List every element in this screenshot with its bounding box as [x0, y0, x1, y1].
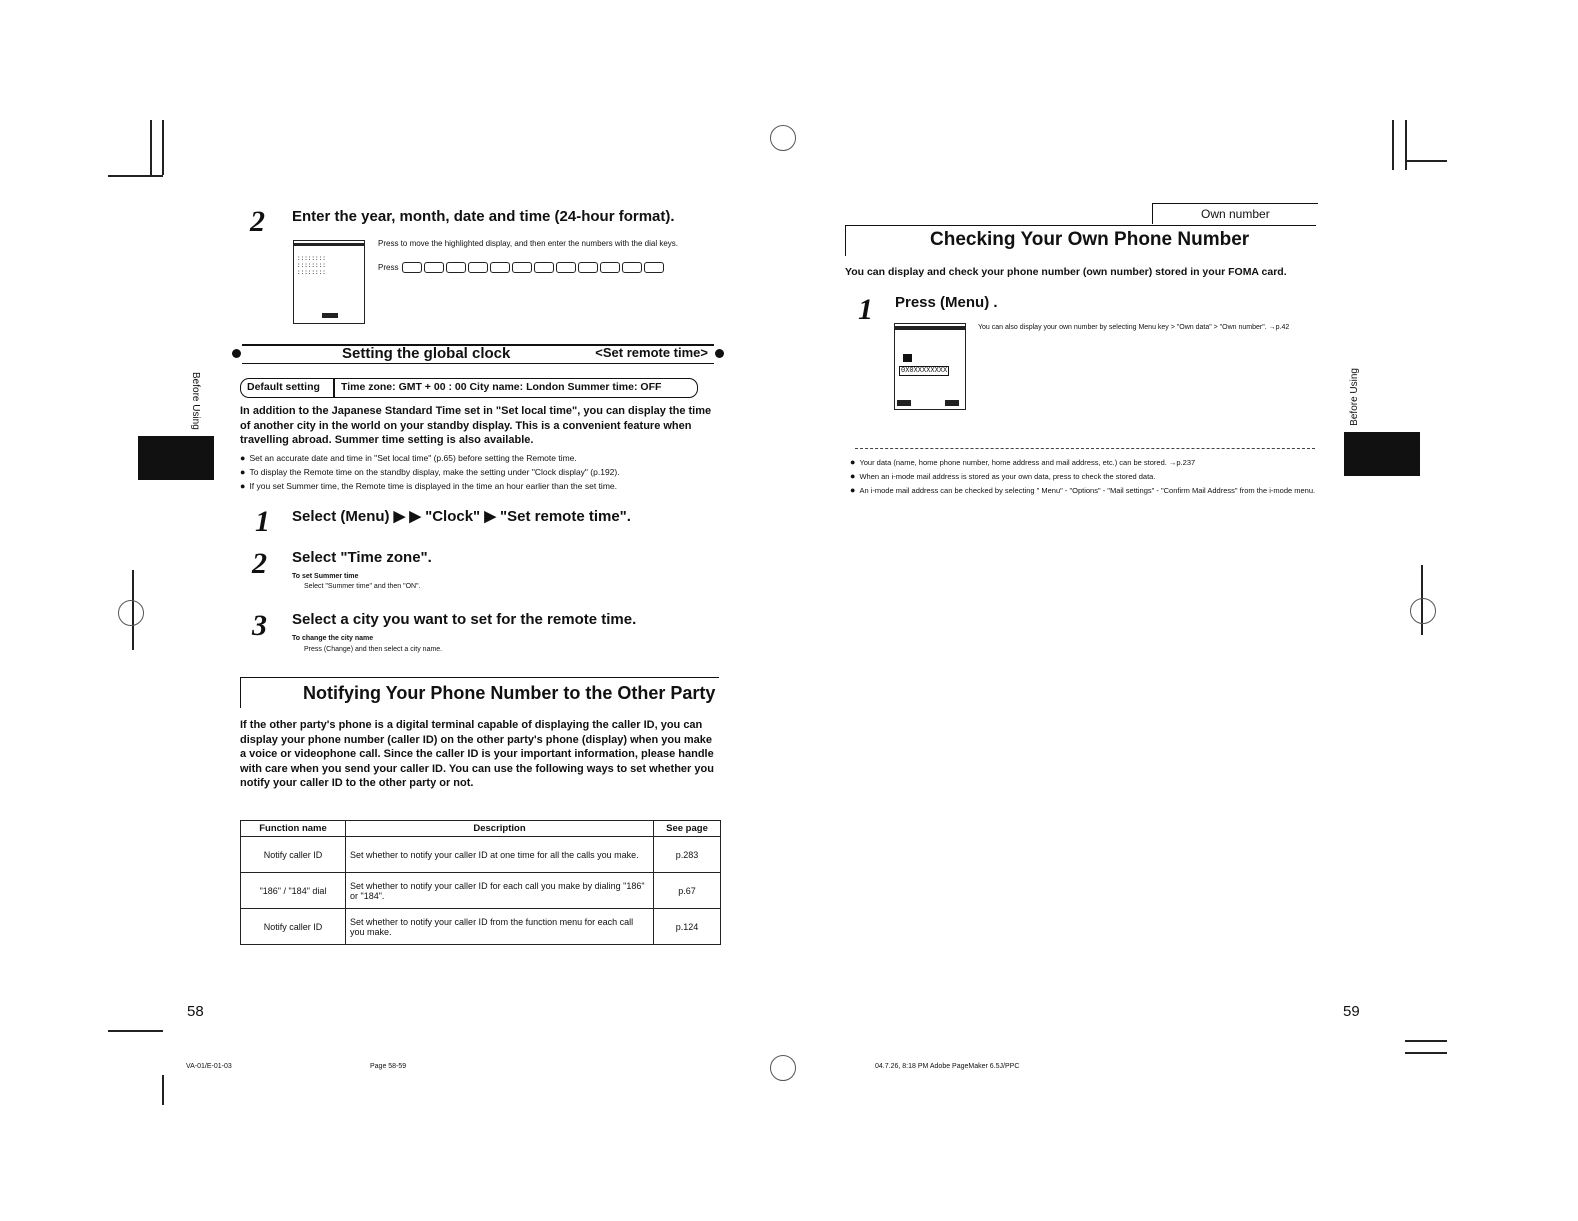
step-sub-title: To change the city name: [292, 635, 374, 642]
step-number: 1: [255, 505, 270, 538]
table-cell: Set whether to notify your caller ID from the function menu for each call you make.: [346, 909, 654, 945]
key-icon: [578, 262, 598, 273]
right-title: Checking Your Own Phone Number: [930, 229, 1250, 250]
key-icon: [622, 262, 642, 273]
intro-paragraph: In addition to the Japanese Standard Time set in "Set local time", you can display the time of another city in the world on your standby display. This is a convenient feature when travelling abroad. Summer time setting is also available.: [240, 405, 712, 446]
table-row: [241, 837, 721, 873]
step-title: Select "Time zone".: [292, 549, 432, 566]
notify-title: Notifying Your Phone Number to the Other Party: [303, 683, 716, 703]
default-setting-value: Time zone: GMT + 00 : 00 City name: London Summer time: OFF: [341, 381, 662, 393]
phone-screen-own-number: [894, 323, 966, 410]
phone-screen: [293, 240, 365, 324]
registration-mark: [118, 600, 144, 626]
key-icon: [556, 262, 576, 273]
crop-mark: [162, 120, 164, 175]
step-note-text: Press to move the highlighted display, and then enter the numbers with the dial keys.: [378, 239, 679, 248]
dotted-rule: [855, 448, 1315, 449]
crop-mark: [108, 1030, 163, 1032]
key-list: [378, 262, 718, 273]
crop-mark: [108, 175, 163, 177]
page-number-right: 59: [1343, 1003, 1360, 1020]
note-bullet: ● To display the Remote time on the standby display, make the setting under "Clock display" (p.192).: [240, 466, 620, 478]
screen-digits: :::::::: :::::::: ::::::::: [297, 255, 326, 276]
table-row: [241, 873, 721, 909]
key-icon: [534, 262, 554, 273]
side-label-left: Before Using: [190, 372, 201, 430]
section-header: [232, 344, 724, 364]
side-tab-right: [1344, 432, 1420, 476]
step-number: 1: [858, 293, 873, 326]
caller-id-table: [240, 820, 721, 945]
step-sub-text: Press (Change) and then select a city name.: [304, 646, 443, 653]
default-setting-label: Default setting: [247, 381, 320, 393]
table-header: See page: [654, 821, 721, 837]
key-icon: [402, 262, 422, 273]
crop-mark: [162, 1075, 164, 1105]
note-bullet: ● An i-mode mail address can be checked by selecting " Menu" - "Options" - "Mail settings" - "Confirm Mail Address" from the i-mode menu.: [850, 484, 1320, 497]
key-icon: [446, 262, 466, 273]
note-bullet: ● If you set Summer time, the Remote time is displayed in the time an hour earlier than the set time.: [240, 480, 617, 492]
table-cell: p.283: [654, 837, 721, 873]
table-cell: Notify caller ID: [241, 909, 346, 945]
registration-mark: [770, 125, 796, 151]
registration-mark: [1410, 598, 1436, 624]
key-icon: [512, 262, 532, 273]
table-cell: Notify caller ID: [241, 837, 346, 873]
table-cell: p.67: [654, 873, 721, 909]
footer-mid: Page 58-59: [370, 1063, 407, 1070]
table-cell: p.124: [654, 909, 721, 945]
key-icon: [490, 262, 510, 273]
crop-mark: [1405, 120, 1407, 170]
crop-mark: [1405, 1040, 1447, 1042]
right-title-box: [845, 225, 1316, 256]
crop-mark: [1405, 1052, 1447, 1054]
key-icon: [468, 262, 488, 273]
table-cell: "186" / "184" dial: [241, 873, 346, 909]
note-bullet: ● Set an accurate date and time in "Set local time" (p.65) before setting the Remote time.: [240, 452, 577, 464]
own-number-tag-text: Own number: [1201, 207, 1270, 221]
step-note: You can also display your own number by selecting Menu key > "Own data" > "Own number". →p.42: [978, 324, 1290, 331]
step-number: 3: [252, 609, 267, 642]
key-icon: [424, 262, 444, 273]
screen-softkey: [945, 400, 959, 406]
note-bullet: ● When an i-mode mail address is stored as your own data, press to check the stored data.: [850, 470, 1155, 483]
step-title: Enter the year, month, date and time (24-hour format).: [292, 208, 675, 225]
step-note: [378, 238, 708, 249]
step-sub-title: To set Summer time: [292, 573, 359, 580]
section-tag: <Set remote time>: [595, 345, 708, 360]
step-number: 2: [250, 205, 265, 238]
table-header: Function name: [241, 821, 346, 837]
page-number-left: 58: [187, 1003, 204, 1020]
side-tab-left: [138, 436, 214, 480]
step-title: Select (Menu) ▶ ▶ "Clock" ▶ "Set remote time".: [292, 508, 631, 525]
screen-icon: [903, 354, 912, 362]
crop-mark: [150, 120, 152, 175]
key-icon: [600, 262, 620, 273]
screen-softkey: [322, 313, 338, 318]
own-number-tag: [1152, 203, 1318, 224]
notify-title-box: [240, 677, 719, 708]
table-header: Description: [346, 821, 654, 837]
note-bullet: ● Your data (name, home phone number, home address and mail address, etc.) can be stored. →p.237: [850, 456, 1195, 469]
table-row: [241, 909, 721, 945]
side-label-right: Before Using: [1349, 368, 1360, 426]
screen-number: 0X0XXXXXXXX: [901, 367, 948, 375]
default-setting-box: [240, 378, 698, 398]
bullet-dot: [232, 349, 241, 358]
crop-mark: [1405, 160, 1447, 162]
right-intro: You can display and check your phone number (own number) stored in your FOMA card.: [845, 266, 1287, 278]
registration-mark: [770, 1055, 796, 1081]
step-sub-text: Select "Summer time" and then "ON".: [304, 583, 421, 590]
table-cell: Set whether to notify your caller ID for each call you make by dialing "186" or "184".: [346, 873, 654, 909]
step-title: Press (Menu) .: [895, 294, 998, 311]
footer-right: 04.7.26, 8:18 PM Adobe PageMaker 6.5J/PPC: [875, 1063, 1020, 1070]
step-title: Select a city you want to set for the remote time.: [292, 611, 637, 628]
bullet-dot: [715, 349, 724, 358]
section-title: Setting the global clock: [342, 345, 511, 362]
step-number: 2: [252, 547, 267, 580]
table-cell: Set whether to notify your caller ID at one time for all the calls you make.: [346, 837, 654, 873]
crop-mark: [1392, 120, 1394, 170]
screen-softkey: [897, 400, 911, 406]
footer-left: VA-01/E-01-03: [186, 1063, 232, 1070]
key-list-label: Press: [378, 263, 399, 272]
notify-paragraph: If the other party's phone is a digital terminal capable of displaying the caller ID, you can display your phone number (caller ID) on the other party's phone (display) when you make a voice or videophone call. Since the caller ID is your important information, please handle with care when you send your caller ID. You can use the following ways to set whether you notify your caller ID to the other party or not.: [240, 719, 714, 789]
key-icon: [644, 262, 664, 273]
